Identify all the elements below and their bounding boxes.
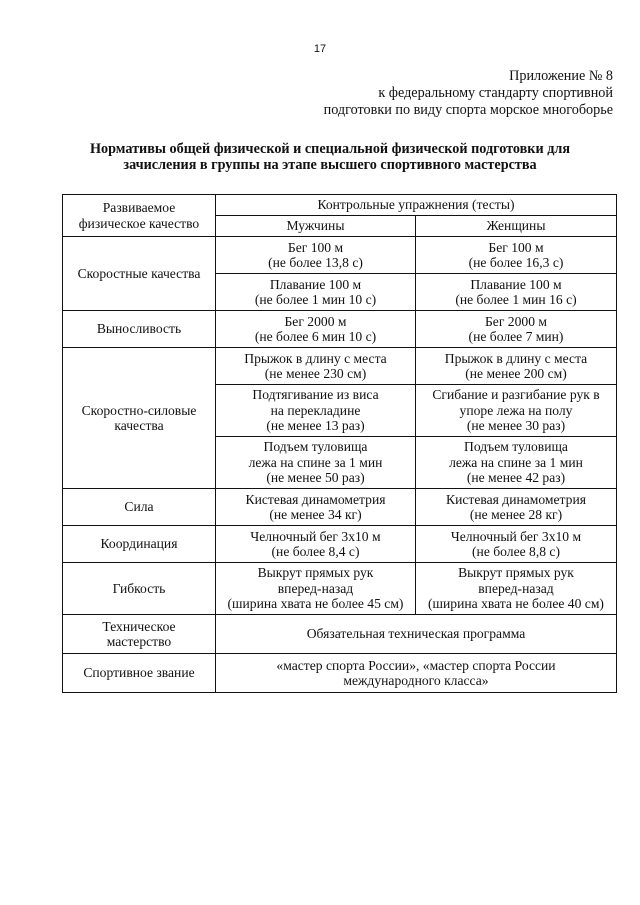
speed-swim-women: Плавание 100 м (не более 1 мин 16 с) [416,274,617,311]
table-header-row [63,195,617,216]
jump-women: Прыжок в длину с места (не менее 200 см) [416,348,617,385]
situp-men: Подъем туловища лежа на спине за 1 мин (не менее 50 раз) [216,437,416,489]
appendix-heading [324,68,613,119]
table-row [63,348,617,385]
page-number: 17 [313,43,327,55]
endurance-men: Бег 2000 м (не более 6 мин 10 с) [216,311,416,348]
appendix-line-1: Приложение № 8 [509,68,613,84]
header-tests: Контрольные упражнения (тесты) [216,195,617,216]
quality-rank: Спортивное звание [63,654,216,693]
rank-value: «мастер спорта России», «мастер спорта России международного класса» [216,654,617,693]
flexibility-women: Выкрут прямых рук вперед-назад (ширина хвата не более 40 см) [416,563,617,615]
quality-strength: Сила [63,489,216,526]
header-men: Мужчины [216,216,416,237]
strength-men: Кистевая динамометрия (не менее 34 кг) [216,489,416,526]
situp-women: Подъем туловища лежа на спине за 1 мин (не менее 42 раз) [416,437,617,489]
title-line-2: зачисления в группы на этапе высшего спортивного мастерства [123,157,537,173]
header-quality: Развиваемое физическое качество [63,195,216,237]
document-title [60,141,600,173]
speed-run-women: Бег 100 м (не более 16,3 с) [416,237,617,274]
appendix-line-3: подготовки по виду спорта морское многоборье [323,102,613,118]
quality-technique: Техническое мастерство [63,615,216,654]
speed-swim-men: Плавание 100 м (не более 1 мин 10 с) [216,274,416,311]
quality-speed-strength: Скоростно-силовые качества [63,348,216,489]
strength-women: Кистевая динамометрия (не менее 28 кг) [416,489,617,526]
quality-speed: Скоростные качества [63,237,216,311]
appendix-line-2: к федеральному стандарту спортивной [378,85,613,101]
quality-flexibility: Гибкость [63,563,216,615]
speed-run-men: Бег 100 м (не более 13,8 с) [216,237,416,274]
table-row [63,615,617,654]
technique-value: Обязательная техническая программа [216,615,617,654]
table-row [63,311,617,348]
table-row [63,237,617,274]
coordination-men: Челночный бег 3х10 м (не более 8,4 с) [216,526,416,563]
table-row [63,489,617,526]
pullup-men: Подтягивание из виса на перекладине (не менее 13 раз) [216,385,416,437]
table-row [63,654,617,693]
table-row [63,526,617,563]
endurance-women: Бег 2000 м (не более 7 мин) [416,311,617,348]
pushup-women: Сгибание и разгибание рук в упоре лежа на полу (не менее 30 раз) [416,385,617,437]
coordination-women: Челночный бег 3х10 м (не более 8,8 с) [416,526,617,563]
quality-coordination: Координация [63,526,216,563]
flexibility-men: Выкрут прямых рук вперед-назад (ширина хвата не более 45 см) [216,563,416,615]
norms-table [62,194,617,693]
header-women: Женщины [416,216,617,237]
quality-endurance: Выносливость [63,311,216,348]
jump-men: Прыжок в длину с места (не менее 230 см) [216,348,416,385]
title-line-1: Нормативы общей физической и специальной физической подготовки для [89,141,571,157]
table-row [63,563,617,615]
